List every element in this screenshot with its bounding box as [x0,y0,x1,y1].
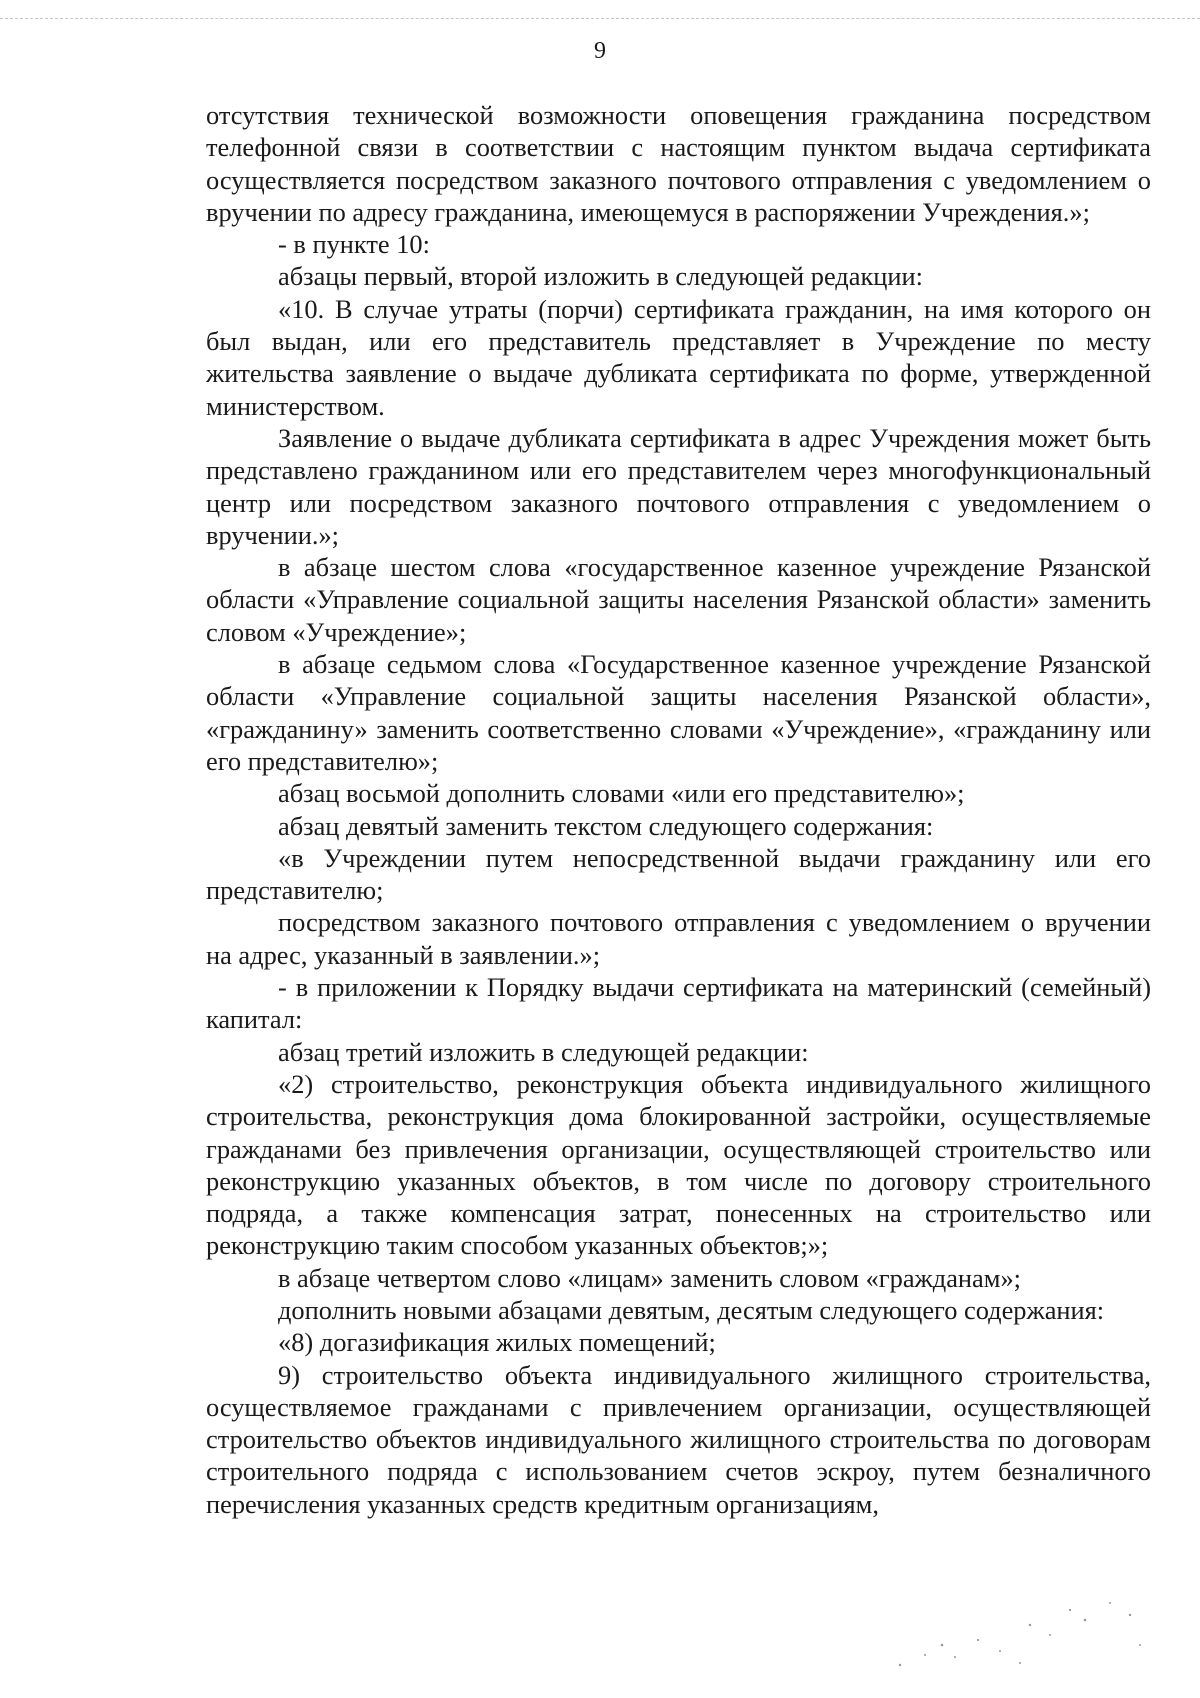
paragraph: Заявление о выдаче дубликата сертификата в адрес Учреждения может быть представлено гражданином или его представителем через многофункциональный центр или посредством заказного почтового отправления с уведомлением о вручении.»; [206,422,1151,550]
paragraph: «2) строительство, реконструкция объекта индивидуального жилищного строительства, реконструкция дома блокированной застройки, осуществляемые гражданами без привлечения организации, осуществляющей строительство или реконструкцию указанных объектов, в том числе по договору строительного подряда, а также компенсация затрат, понесенных на строительство или реконструкцию таким способом указанных объектов;»; [206,1068,1151,1261]
paragraph: абзац третий изложить в следующей редакции: [278,1036,809,1067]
paragraph: «10. В случае утраты (порчи) сертификата гражданин, на имя которого он был выдан, или его представитель представляет в Учреждение по месту жительства заявление о выдаче дубликата сертификата по форме, утвержденной министерством. [206,293,1151,421]
paragraph: абзац восьмой дополнить словами «или его представителю»; [278,778,965,809]
paragraph: абзац девятый заменить текстом следующего содержания: [278,810,934,841]
paragraph: отсутствия технической возможности оповещения гражданина посредством телефонной связи в соответствии с настоящим пунктом выдача сертификата осуществляется посредством заказного почтового отправления с уведомлением о вручении по адресу гражданина, имеющемуся в распоряжении Учреждения.»; [206,100,1151,227]
paragraph: - в пункте 10: [278,229,430,260]
paragraph: в абзаце седьмом слова «Государственное казенное учреждение Рязанской области «Управление социальной защиты населения Рязанской области», «гражданину» заменить соответственно словами «Учреждение», «гражданину или его представителю»; [206,649,1151,776]
paragraph: 9) строительство объекта индивидуального жилищного строительства, осуществляемое гражданами с привлечением организации, осуществляющей строительство объектов индивидуального жилищного строительства по договорам строительного подряда с использованием счетов эскроу, путем безналичного перечисления указанных средств кредитным организациям, [206,1359,1151,1519]
document-body [206,99,1151,1520]
paragraph: дополнить новыми абзацами девятым, десятым следующего содержания: [278,1294,1105,1325]
scan-edge-line [0,18,1200,21]
paragraph: «в Учреждении путем непосредственной выдачи гражданину или его представителю; [206,842,1151,906]
paragraph: абзацы первый, второй изложить в следующей редакции: [278,261,923,292]
scan-speckles [880,1585,1180,1685]
paragraph: - в приложении к Порядку выдачи сертификата на материнский (семейный) капитал: [206,972,1151,1035]
paragraph: в абзаце четвертом слово «лицам» заменить словом «гражданам»; [278,1262,1021,1293]
paragraph: посредством заказного почтового отправления с уведомлением о вручении на адрес, указанный в заявлении.»; [206,907,1151,970]
page-number: 9 [594,38,606,64]
paragraph: «8) догазификация жилых помещений; [278,1327,716,1358]
paragraph: в абзаце шестом слова «государственное казенное учреждение Рязанской области «Управление социальной защиты населения Рязанской области» заменить словом «Учреждение»; [206,552,1151,647]
